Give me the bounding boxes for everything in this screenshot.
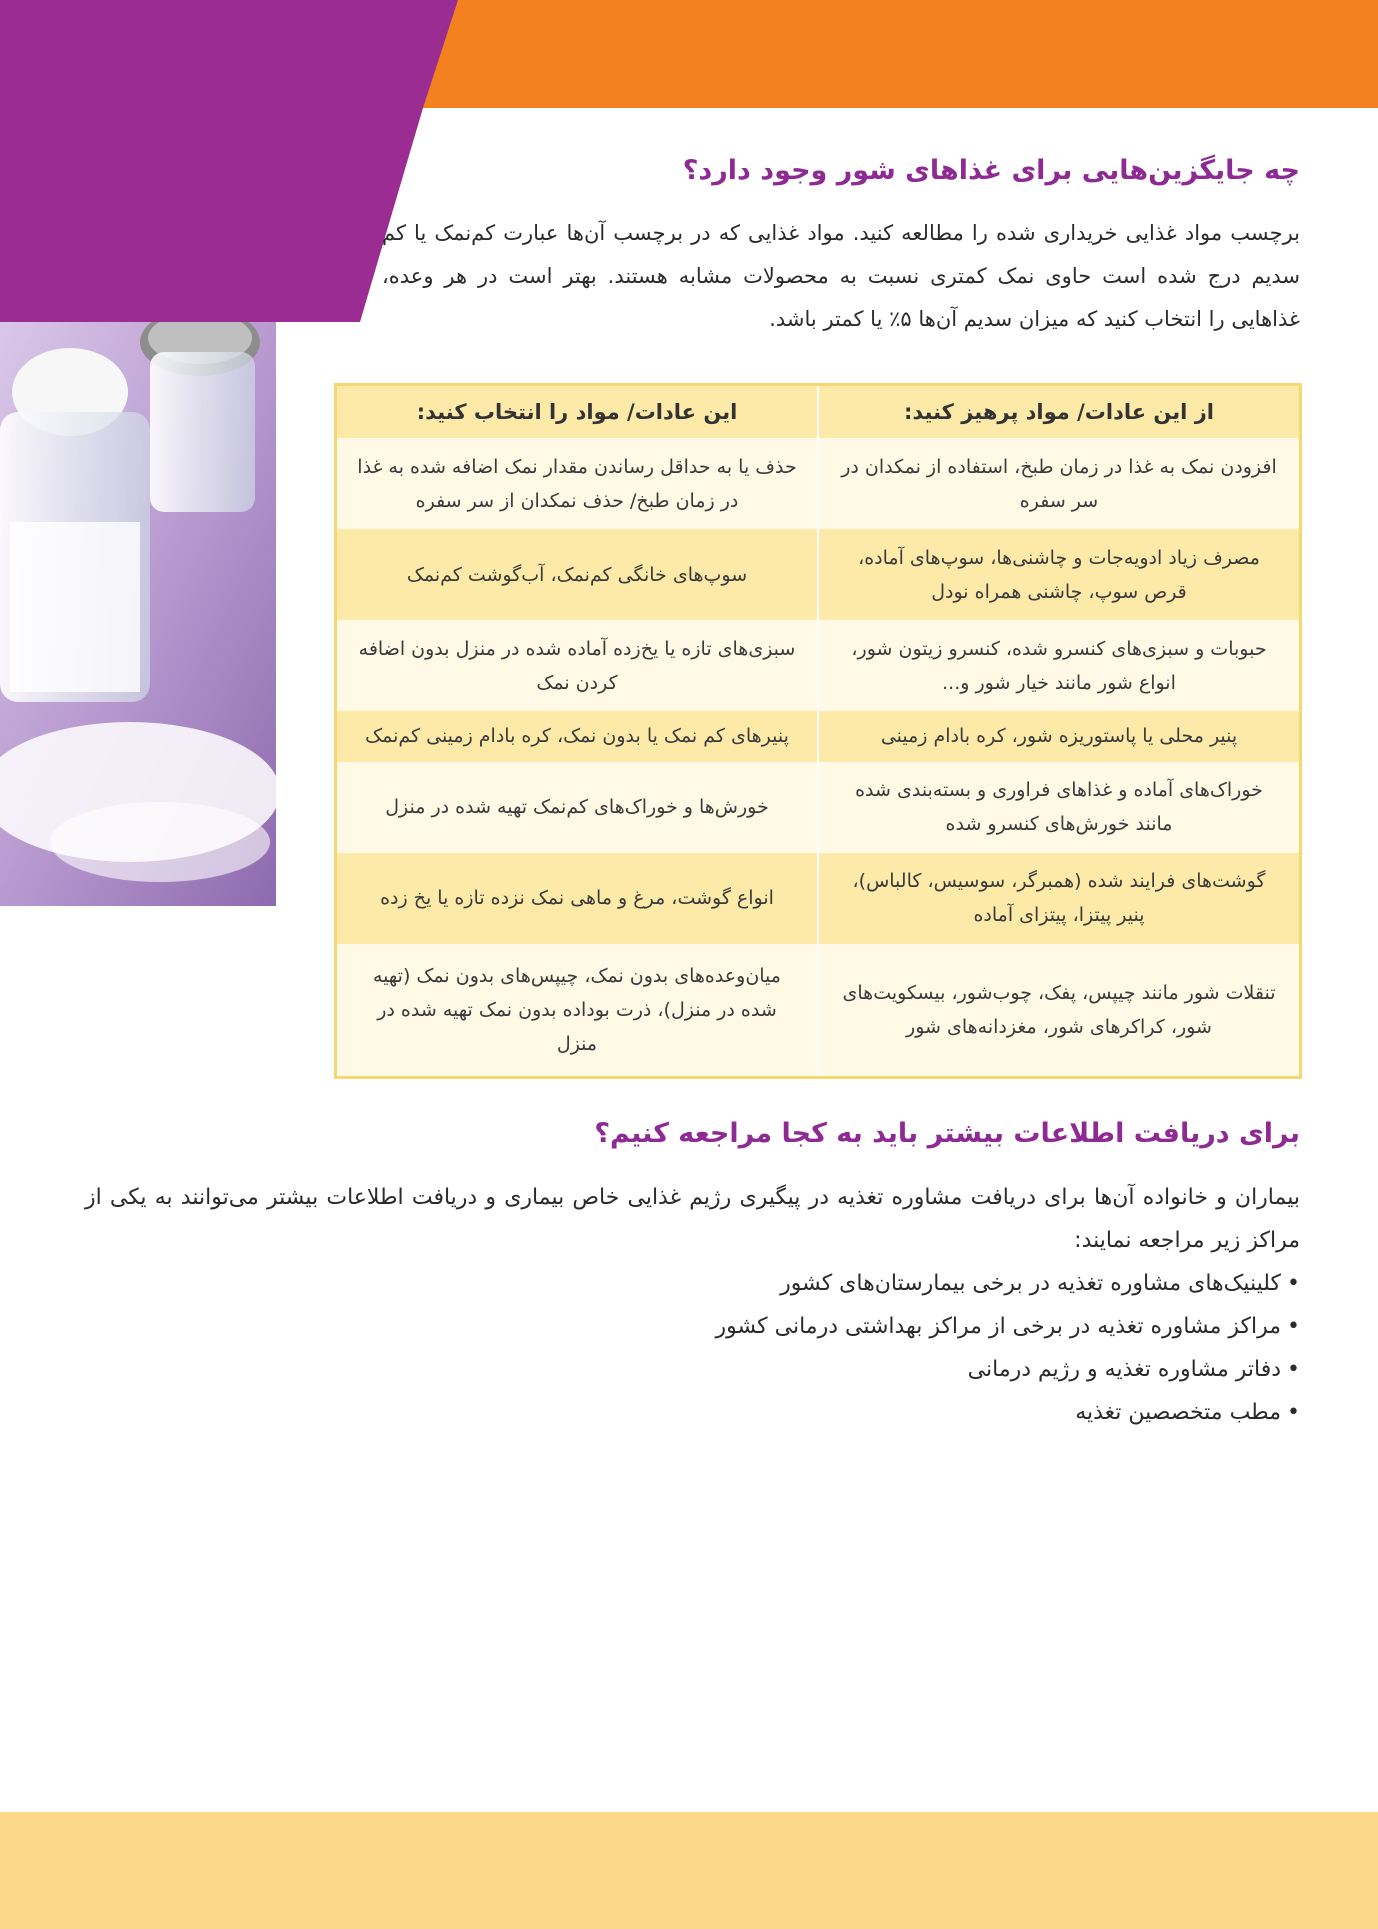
section1-paragraph: برچسب مواد غذایی خریداری شده را مطالعه کنید. مواد غذایی که در برچسب آن‌ها عبارت کم‌نمک یا کم سدیم درج شده است حاوی نمک کمتری نسبت به محصولات مشابه هستند. بهتر است در هر وعده، غذاهایی را انتخاب کنید که میزان سدیم آن‌ها ۵٪ یا کمتر باشد. [382, 221, 1300, 331]
choose-cell: پنیرهای کم نمک یا بدون نمک، کره بادام زمینی کم‌نمک [336, 711, 819, 761]
choose-cell: خورش‌ها و خوراک‌های کم‌نمک تهیه شده در منزل [336, 762, 819, 853]
table-row [336, 620, 1301, 711]
header-choose: این عادات/ مواد را انتخاب کنید: [336, 385, 819, 439]
salt-shaker-image [0, 322, 276, 906]
table-row [336, 762, 1301, 853]
list-item [500, 1348, 1300, 1391]
avoid-cell: پنیر محلی یا پاستوریزه شور، کره بادام زمینی [818, 711, 1301, 761]
list-item [500, 1305, 1300, 1348]
avoid-cell: افزودن نمک به غذا در زمان طبخ، استفاده از نمکدان در سر سفره [818, 438, 1301, 529]
avoid-cell: حبوبات و سبزی‌های کنسرو شده، کنسرو زیتون شور، انواع شور مانند خیار شور و... [818, 620, 1301, 711]
choose-cell: میان‌وعده‌های بدون نمک، چیپس‌های بدون نمک (تهیه شده در منزل)، ذرت بوداده بدون نمک تهیه شده در منزل [336, 944, 819, 1078]
avoid-cell: مصرف زیاد ادویه‌جات و چاشنی‌ها، سوپ‌های آماده، قرص سوپ، چاشنی همراه نودل [818, 529, 1301, 620]
table-row [336, 944, 1301, 1078]
list-item-text: مراکز مشاوره تغذیه در برخی از مراکز بهداشتی درمانی کشور [715, 1314, 1282, 1339]
table-row [336, 438, 1301, 529]
avoid-cell: گوشت‌های فرایند شده (همبرگر، سوسیس، کالباس)، پنیر پیتزا، پیتزای آماده [818, 853, 1301, 944]
choose-cell: انواع گوشت، مرغ و ماهی نمک نزده تازه یا یخ زده [336, 853, 819, 944]
list-item-text: دفاتر مشاوره تغذیه و رژیم درمانی [967, 1357, 1282, 1382]
bullet-icon: • [1287, 1357, 1300, 1382]
centers-list [500, 1262, 1300, 1434]
choose-cell: سبزی‌های تازه یا یخ‌زده آماده شده در منزل بدون اضافه کردن نمک [336, 620, 819, 711]
list-item-text: کلینیک‌های مشاوره تغذیه در برخی بیمارستان‌های کشور [780, 1271, 1282, 1296]
table-row [336, 529, 1301, 620]
footer-band [0, 1812, 1378, 1929]
section1-title: چه جایگزین‌هایی برای غذاهای شور وجود دارد؟ [682, 155, 1300, 186]
section2-paragraph: بیماران و خانواده آن‌ها برای دریافت مشاوره تغذیه در پیگیری رژیم غذایی خاص بیماری و دریافت اطلاعات بیشتر می‌توانند به یکی از مراکز زیر مراجعه نمایند: [85, 1185, 1300, 1253]
table-row [336, 853, 1301, 944]
list-item-text: مطب متخصصین تغذیه [1075, 1400, 1282, 1425]
list-item [500, 1391, 1300, 1434]
choose-cell: حذف یا به حداقل رساندن مقدار نمک اضافه شده به غذا در زمان طبخ/ حذف نمکدان از سر سفره [336, 438, 819, 529]
bullet-icon: • [1287, 1400, 1300, 1425]
alternatives-table [334, 383, 1302, 1079]
list-item [500, 1262, 1300, 1305]
bullet-icon: • [1287, 1314, 1300, 1339]
header-avoid: از این عادات/ مواد پرهیز کنید: [818, 385, 1301, 439]
avoid-cell: خوراک‌های آماده و غذاهای فراوری و بسته‌بندی شده مانند خورش‌های کنسرو شده [818, 762, 1301, 853]
choose-cell: سوپ‌های خانگی کم‌نمک، آب‌گوشت کم‌نمک [336, 529, 819, 620]
avoid-cell: تنقلات شور مانند چیپس، پفک، چوب‌شور، بیسکویت‌های شور، کراکرهای شور، مغزدانه‌های شور [818, 944, 1301, 1078]
bullet-icon: • [1287, 1271, 1300, 1296]
section2-title: برای دریافت اطلاعات بیشتر باید به کجا مراجعه کنیم؟ [594, 1118, 1300, 1149]
table-header-row [336, 385, 1301, 439]
table-row [336, 711, 1301, 761]
